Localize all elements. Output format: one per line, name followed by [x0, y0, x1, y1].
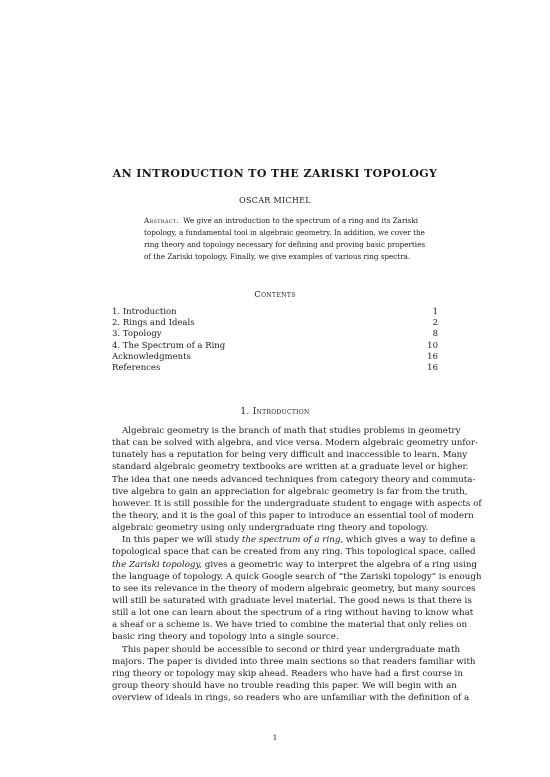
body-line: This paper should be accessible to second or third year undergraduate math — [122, 644, 461, 655]
toc-entry[interactable]: 2. Rings and Ideals 2 — [112, 318, 438, 329]
paper-title: AN INTRODUCTION TO THE ZARISKI TOPOLOGY — [112, 167, 438, 180]
body-line: that can be solved with algebra, and vice versa. Modern algebraic geometry unfor- — [112, 438, 478, 449]
section-body — [112, 425, 482, 704]
body-line: the theory, and it is the goal of this paper to introduce an essential tool of modern — [112, 510, 474, 521]
toc-entry[interactable]: 1. Introduction 1 — [112, 307, 438, 317]
body-line: The idea that one needs advanced techniques from category theory and commuta- — [112, 474, 476, 485]
body-line: overview of ideals in rings, so readers who are unfamiliar with the definition of a — [112, 693, 470, 704]
body-line: the Zariski topology, gives a geometric way to interpret the algebra of a ring using — [112, 559, 477, 570]
abstract-line: of the Zariski topology. Finally, we give examples of various ring spectra. — [144, 252, 411, 262]
body-line: topological space that can be created from any ring. This topological space, called — [112, 547, 476, 558]
body-line: Algebraic geometry is the branch of math that studies problems in geometry — [122, 426, 461, 436]
body-line: to see its relevance in the theory of modern algebraic geometry, but many sources — [112, 583, 476, 594]
emphasis: the spectrum of a ring, — [241, 535, 344, 546]
body-line: tunately has a reputation for being very difficult and inaccessible to learn. Many — [112, 450, 468, 461]
emphasis: the Zariski topology, — [112, 559, 202, 570]
abstract-label: Abstract. — [144, 216, 180, 225]
body-line: ring theory or topology may skip ahead. Readers who have had a first course in — [112, 668, 463, 679]
toc-entry[interactable]: 4. The Spectrum of a Ring 10 — [112, 340, 438, 351]
table-of-contents — [112, 307, 438, 374]
author-name: OSCAR MICHEL — [239, 196, 311, 205]
toc-entry[interactable]: References 16 — [112, 362, 438, 373]
body-line: standard algebraic geometry textbooks are written at a graduate level or higher. — [112, 462, 469, 473]
body-line: a sheaf or a scheme is. We have tried to combine the material that only relies on — [112, 620, 468, 631]
abstract-line: topology, a fundamental tool in algebraic geometry. In addition, we cover the — [144, 228, 425, 238]
abstract-line: Abstract. We give an introduction to the spectrum of a ring and its Zariski — [144, 216, 419, 225]
abstract-line: ring theory and topology necessary for defining and proving basic properties — [144, 240, 426, 250]
body-line: algebraic geometry using only undergraduate ring theory and topology. — [112, 523, 429, 534]
body-line: the language of topology. A quick Google search of “the Zariski topology” is enough — [112, 571, 482, 582]
toc-entry[interactable]: 3. Topology 8 — [112, 329, 438, 340]
body-line: will still be saturated with graduate level material. The good news is that there is — [112, 595, 472, 606]
body-line: however. It is still possible for the undergraduate student to engage with aspects of — [112, 498, 482, 509]
body-line: In this paper we will study the spectrum of a ring, which gives a way to define a — [122, 535, 476, 546]
page-number: 1 — [272, 733, 278, 742]
body-line: tive algebra to gain an appreciation for algebraic geometry is far from the truth, — [112, 486, 468, 497]
toc-entry[interactable]: Acknowledgments 16 — [112, 351, 438, 362]
body-line: majors. The paper is divided into three main sections so that readers familiar with — [112, 656, 476, 667]
body-line: basic ring theory and topology into a single source. — [112, 632, 339, 643]
abstract — [144, 215, 426, 264]
section-heading: 1. Introduction — [240, 407, 310, 417]
body-line: still a lot one can learn about the spectrum of a ring without having to know what — [112, 608, 474, 619]
contents-heading: Contents — [254, 290, 296, 300]
body-line: group theory should have no trouble reading this paper. We will begin with an — [112, 680, 457, 691]
